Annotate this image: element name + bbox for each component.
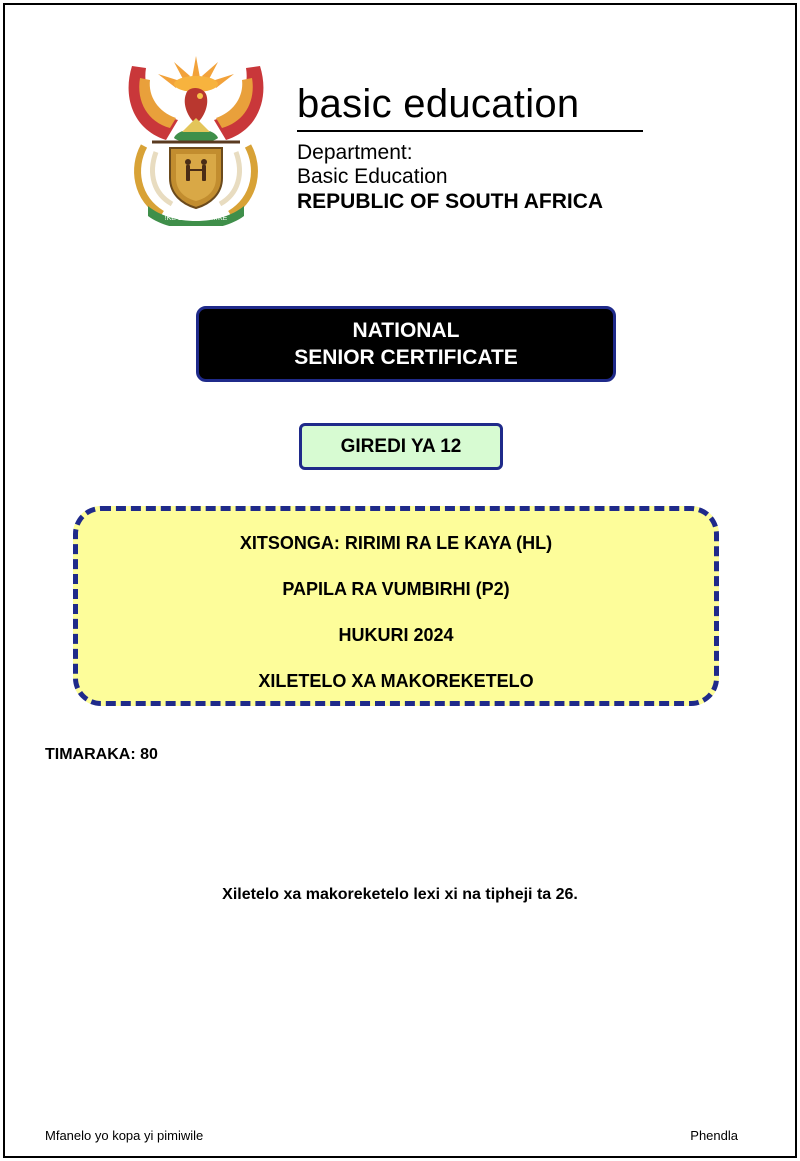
subject-title: XITSONGA: RIRIMI RA LE KAYA (HL) xyxy=(239,533,553,553)
subject-panel xyxy=(73,506,719,706)
department-name: Basic Education xyxy=(297,165,448,188)
certificate-line-2: SENIOR CERTIFICATE xyxy=(294,346,518,369)
exam-session: HUKURI 2024 xyxy=(338,625,454,645)
coat-of-arms-logo xyxy=(122,48,270,226)
brand-divider xyxy=(297,130,643,132)
copyright-footer: Mfanelo yo kopa yi pimiwile xyxy=(45,1128,204,1143)
brand-title: basic education xyxy=(297,82,580,126)
document-type: XILETELO XA MAKOREKETELO xyxy=(258,671,534,691)
certificate-banner xyxy=(196,306,616,382)
country-name: REPUBLIC OF SOUTH AFRICA xyxy=(297,190,604,213)
department-header xyxy=(297,80,643,215)
coat-of-arms-motto: !KE E: /XARRA //KE xyxy=(164,215,228,222)
paper-title: PAPILA RA VUMBIRHI (P2) xyxy=(282,579,510,599)
department-label: Department: xyxy=(297,141,413,164)
total-marks: TIMARAKA: 80 xyxy=(45,746,158,763)
grade-label: GIREDI YA 12 xyxy=(299,423,503,470)
turn-over-footer: Phendla xyxy=(690,1128,738,1143)
page-count-note: Xiletelo xa makoreketelo lexi xi na tipheji ta 26. xyxy=(222,886,578,903)
certificate-line-1: NATIONAL xyxy=(352,319,460,342)
